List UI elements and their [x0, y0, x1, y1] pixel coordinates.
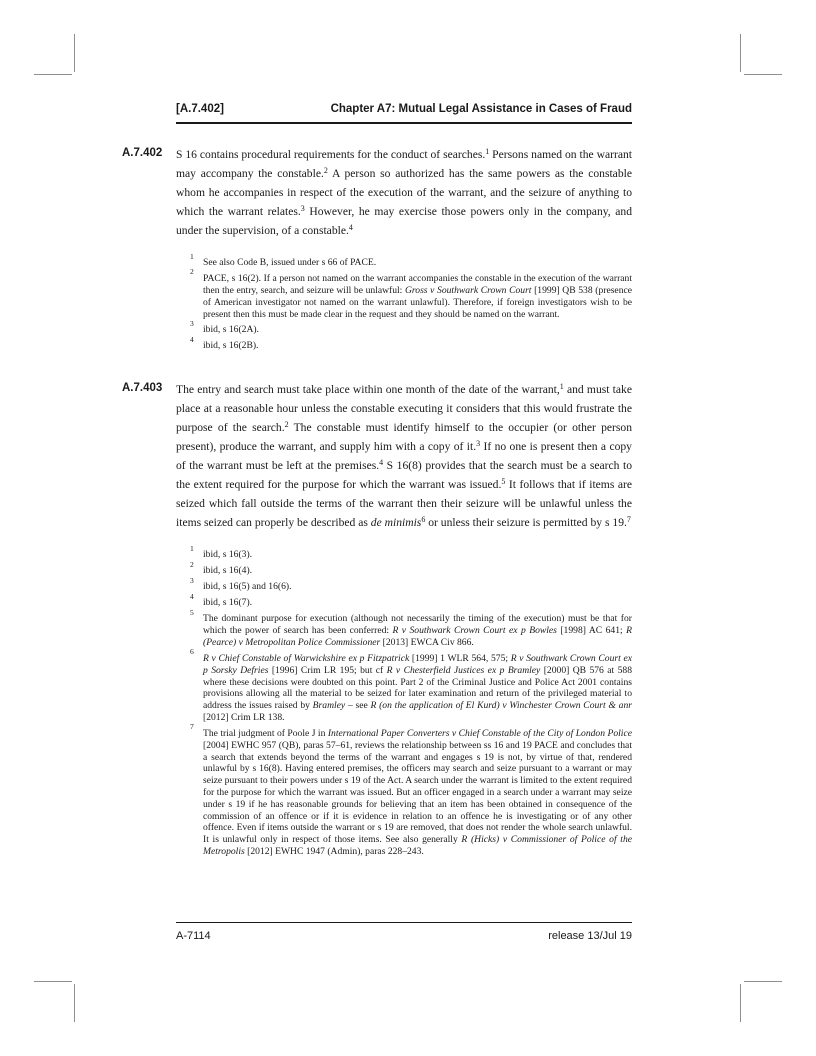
- page-footer: [176, 922, 632, 942]
- crop-mark-bottom-right-vertical: [740, 984, 741, 1022]
- footnote-item: [190, 545, 632, 561]
- paragraph-body: The entry and search must take place within one month of the date of the warrant,$^1$ and must take place at a reasonable hour unless the constable executing it considers that this would frustrate the purpose of the search.$^2$ The constable must identify himself to the occupier (or other person present), produce the warrant, and supply him with a copy of it.$^3$ If no one is present then a copy of the warrant must be left at the premises.$^4$ S 16(8) provides that the search must be a search to the extent required for the purpose for which the warrant was issued.$^5$ It follows that if items are seized which fall outside the terms of the warrant then their seizure will be unlawful unless the items seized can properly be described as de minimis$^6$ or unless their seizure is permitted by s 19.$^7$: [176, 381, 632, 530]
- footnote-number: 3: [190, 575, 194, 585]
- footnote-number: 5: [190, 607, 194, 617]
- paragraph-section-A7403: [122, 380, 632, 857]
- footnote-text: The dominant purpose for execution (although not necessarily the timing of the execution) must be that for which the power of search has been conferred: R v Southwark Crown Court ex p Bowles [1998] AC 641; R (Pearce) v Metropolitan Police Commissioner [2013] EWCA Civ 866.: [203, 613, 632, 649]
- footnote-number: 4: [190, 334, 194, 344]
- crop-mark-top-left-horizontal: [34, 74, 72, 75]
- footnote-text: ibid, s 16(2B).: [203, 340, 259, 352]
- footnote-text: R v Chief Constable of Warwickshire ex p Fitzpatrick [1999] 1 WLR 564, 575; R v Southwark Crown Court ex p Sorsky Defries [1996] Crim LR 195; but cf R v Chesterfield Justices ex p Bramley [2000] QB 576 at 588 where these decisions were doubted on this point. Part 2 of the Criminal Justice and Police Act 2001 contains provisions allowing all the material to be seized for later examination and return of the privileged material to address the issues raised by Bramley – see R (on the application of El Kurd) v Winchester Crown Court & anr [2012] Crim LR 138.: [203, 653, 632, 724]
- footnote-item: [190, 269, 632, 320]
- footnote-number: 7: [190, 722, 194, 732]
- paragraph-body: S 16 contains procedural requirements for the conduct of searches.$^1$ Persons named on the warrant may accompany the constable.$^2$ A person so authorized has the same powers as the constable whom he accompanies in respect of the execution of the warrant, and the seizure of anything to which the warrant relates.$^3$ However, he may exercise those powers only in the company, and under the supervision, of a constable.$^4$: [176, 146, 633, 237]
- paragraph-number: A.7.403: [122, 382, 163, 395]
- footnote-list: [190, 545, 632, 857]
- running-head: [176, 103, 632, 124]
- footnote-item: [190, 336, 632, 352]
- footnote-number: 2: [190, 267, 194, 277]
- crop-mark-top-left-vertical: [74, 34, 75, 72]
- footnote-item: [190, 724, 632, 858]
- crop-mark-bottom-right-horizontal: [744, 981, 782, 982]
- footnote-text: The trial judgment of Poole J in International Paper Converters v Chief Constable of the City of London Police [2004] EWHC 957 (QB), paras 57–61, reviews the relationship between ss 16 and 19 PACE and concludes that a search that extends beyond the terms of the warrant and engages s 19 is not, by virtue of that, rendered unlawful by s 16(8). Having entered premises, the officers may search and seize pursuant to a warrant or may seize pursuant to their powers under s 19 of the Act. A search under the warrant is limited to the extent required for the purpose for which the warrant was issued. But an officer engaged in a search under a warrant may seize under s 19 if he has reasonable grounds for believing that an item has been obtained in consequence of the commission of an offence or if it is evidence in relation to an offence he is investigating or of any other offence. Even if items outside the warrant or s 19 are removed, that does not render the whole search unlawful. It is unlawful only in respect of those items. See also generally R (Hicks) v Commissioner of Police of the Metropolis [2012] EWHC 1947 (Admin), paras 228–243.: [203, 728, 632, 857]
- header-chapter-title: Chapter A7: Mutual Legal Assistance in Cases of Fraud: [330, 103, 632, 115]
- footnote-text: ibid, s 16(4).: [203, 565, 253, 577]
- footer-page-number: A-7114: [176, 930, 211, 942]
- footnote-list: [190, 253, 632, 352]
- paragraph-number: A.7.402: [122, 147, 163, 159]
- crop-mark-top-right-vertical: [740, 34, 741, 72]
- header-paragraph-ref: [A.7.402]: [176, 103, 224, 115]
- footnote-text: ibid, s 16(3).: [203, 549, 253, 561]
- footnote-item: [190, 593, 632, 609]
- footnote-item: [190, 561, 632, 577]
- footnote-number: 1: [190, 543, 194, 553]
- footnote-text: See also Code B, issued under s 66 of PACE.: [203, 257, 377, 269]
- footnote-item: [190, 320, 632, 336]
- footnote-number: 6: [190, 647, 194, 657]
- footnote-text: ibid, s 16(5) and 16(6).: [203, 581, 292, 593]
- crop-mark-top-right-horizontal: [744, 74, 782, 75]
- footnote-item: [190, 609, 632, 649]
- footnote-text: PACE, s 16(2). If a person not named on the warrant accompanies the constable in the execution of the warrant then the entry, search, and seizure will be unlawful: Gross v Southwark Crown Court [1999] QB 538 (presence of American investigator not named on the warrant unlawful). Therefore, if foreign investigators wish to be present then this must be made clear in the request and they should be named on the warrant.: [203, 273, 633, 320]
- footnote-item: [190, 577, 632, 593]
- footnote-text: ibid, s 16(7).: [203, 597, 253, 609]
- footnote-number: 3: [190, 318, 194, 328]
- footnote-text: ibid, s 16(2A).: [203, 324, 259, 336]
- crop-mark-bottom-left-vertical: [74, 984, 75, 1022]
- footnote-item: [190, 649, 632, 724]
- footnote-number: 4: [190, 591, 194, 601]
- text-column: [122, 103, 633, 858]
- crop-mark-bottom-left-horizontal: [34, 981, 72, 982]
- footnote-number: 2: [190, 559, 194, 569]
- paragraph-section-A7402: [122, 145, 633, 352]
- footnote-item: [190, 253, 632, 269]
- footer-release-info: release 13/Jul 19: [548, 930, 632, 942]
- footnote-number: 1: [190, 251, 194, 261]
